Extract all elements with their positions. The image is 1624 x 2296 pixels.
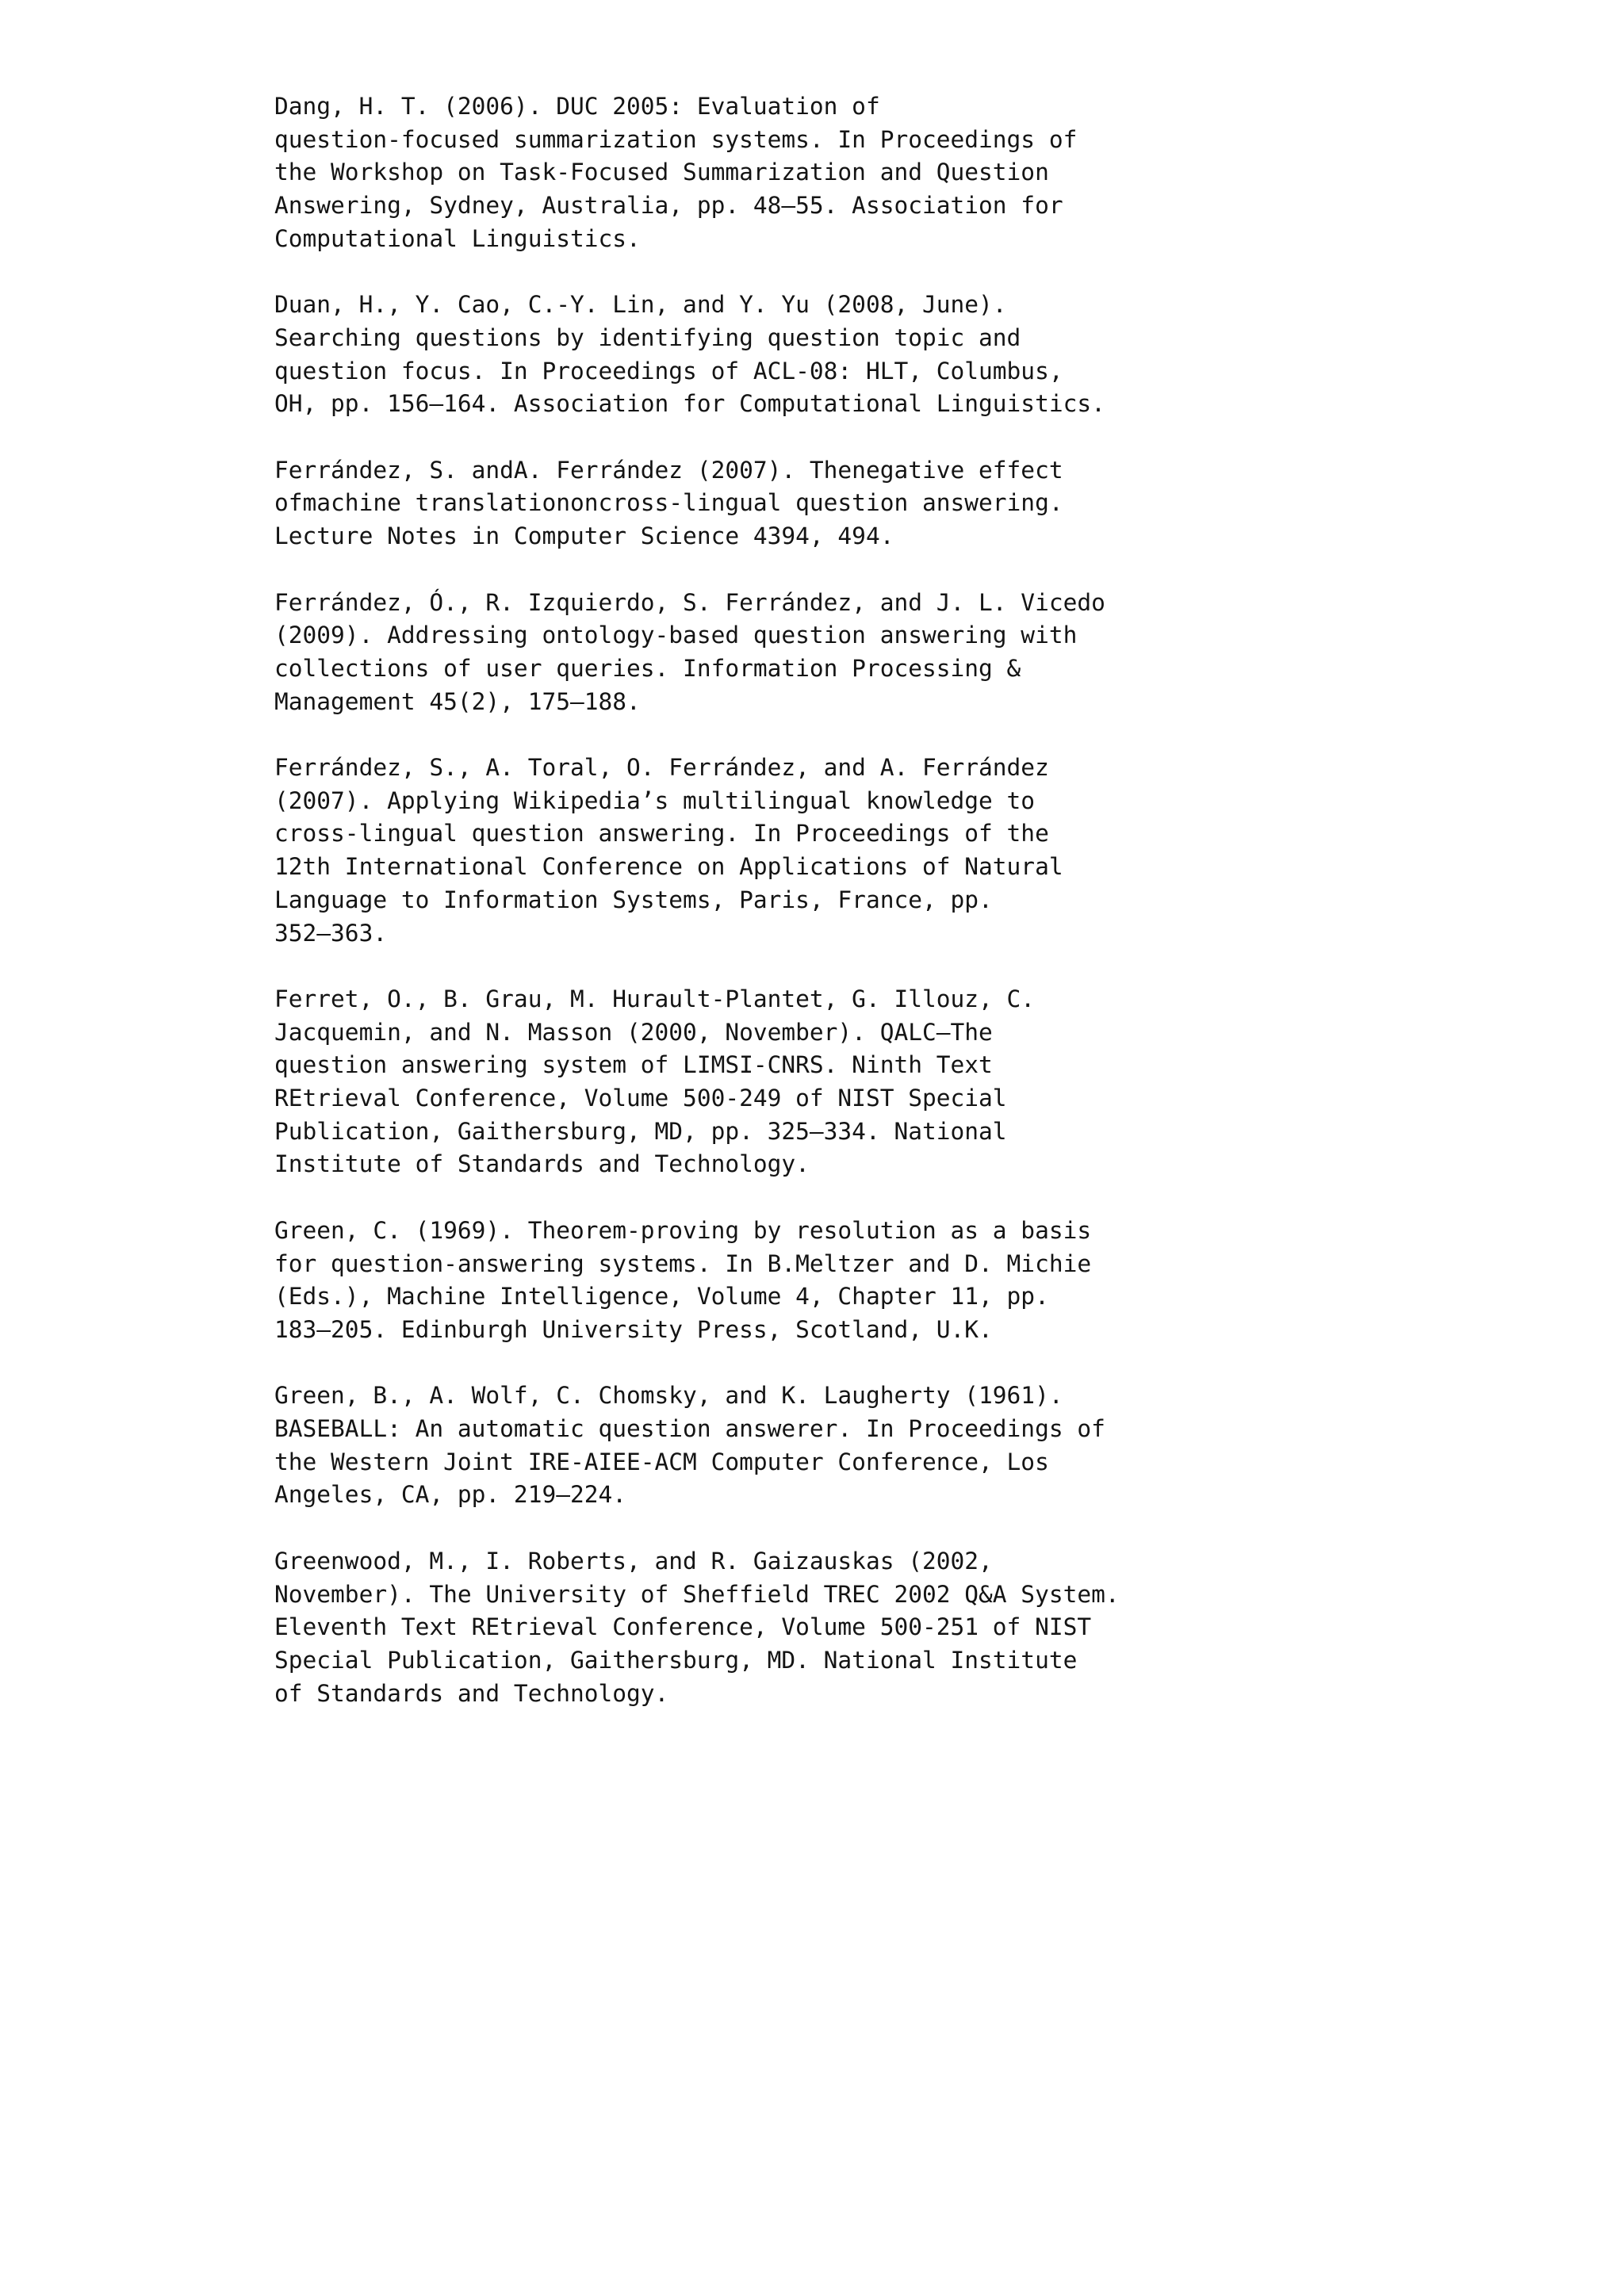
reference-greenwood-2002 — [274, 1545, 1385, 1711]
reference-line: (Eds.), Machine Intelligence, Volume 4, Chapter 11, pp. — [274, 1283, 1049, 1311]
reference-line: Ferrández, S., A. Toral, O. Ferrández, and A. Ferrández — [274, 754, 1049, 781]
reference-line: ofmachine translationoncross-lingual question answering. — [274, 489, 1063, 517]
reference-line: (2007). Applying Wikipedia’s multilingual knowledge to — [274, 786, 1036, 814]
reference-line: Institute of Standards and Technology. — [274, 1150, 810, 1178]
reference-line: question-focused summarization systems. In Proceedings of — [274, 125, 1078, 153]
reference-line: Green, C. (1969). Theorem-proving by resolution as a basis — [274, 1216, 1092, 1244]
reference-line: 352–363. — [274, 919, 388, 947]
reference-line: 12th International Conference on Applications of Natural — [274, 853, 1063, 881]
reference-line: cross-lingual question answering. In Proceedings of the — [274, 820, 1049, 848]
reference-duan-2008 — [274, 289, 1385, 421]
reference-line: the Workshop on Task-Focused Summarization and Question — [274, 159, 1049, 186]
reference-line: of Standards and Technology. — [274, 1679, 669, 1707]
reference-line: Publication, Gaithersburg, MD, pp. 325–334. National — [274, 1117, 1007, 1145]
reference-line: November). The University of Sheffield TREC 2002 Q&A System. — [274, 1580, 1120, 1608]
reference-line: for question-answering systems. In B.Meltzer and D. Michie — [274, 1249, 1092, 1277]
reference-line: Green, B., A. Wolf, C. Chomsky, and K. Laugherty (1961). — [274, 1382, 1063, 1410]
reference-line: Lecture Notes in Computer Science 4394, 494. — [274, 522, 894, 550]
reference-dang-2006 — [274, 90, 1385, 256]
reference-line: question focus. In Proceedings of ACL-08: HLT, Columbus, — [274, 357, 1063, 385]
reference-ferret-2000 — [274, 983, 1385, 1181]
reference-line: BASEBALL: An automatic question answerer. In Proceedings of — [274, 1415, 1105, 1443]
reference-line: Greenwood, M., I. Roberts, and R. Gaizauskas (2002, — [274, 1547, 993, 1575]
reference-line: REtrieval Conference, Volume 500-249 of NIST Special — [274, 1085, 1007, 1112]
reference-line: the Western Joint IRE-AIEE-ACM Computer Conference, Los — [274, 1448, 1049, 1475]
reference-line: Ferret, O., B. Grau, M. Hurault-Plantet, G. Illouz, C. — [274, 985, 1036, 1012]
reference-ferrandez-2009 — [274, 587, 1385, 719]
reference-ferrandez-2007b — [274, 752, 1385, 950]
reference-line: Dang, H. T. (2006). DUC 2005: Evaluation of — [274, 93, 880, 120]
reference-line: Special Publication, Gaithersburg, MD. National Institute — [274, 1646, 1078, 1674]
reference-line: Angeles, CA, pp. 219–224. — [274, 1481, 627, 1509]
reference-line: Computational Linguistics. — [274, 224, 641, 252]
reference-line: Ferrández, S. andA. Ferrández (2007). Thenegative effect — [274, 456, 1063, 484]
reference-green-1961 — [274, 1380, 1385, 1512]
reference-line: Jacquemin, and N. Masson (2000, November). QALC—The — [274, 1018, 993, 1046]
reference-line: Management 45(2), 175–188. — [274, 687, 641, 715]
reference-line: OH, pp. 156–164. Association for Computational Linguistics. — [274, 390, 1105, 418]
reference-line: Language to Information Systems, Paris, France, pp. — [274, 886, 993, 913]
reference-line: Eleventh Text REtrieval Conference, Volume 500-251 of NIST — [274, 1613, 1092, 1641]
reference-line: Answering, Sydney, Australia, pp. 48–55. Association for — [274, 192, 1063, 220]
reference-green-1969 — [274, 1215, 1385, 1347]
reference-line: (2009). Addressing ontology-based question answering with — [274, 622, 1078, 649]
reference-line: 183–205. Edinburgh University Press, Scotland, U.K. — [274, 1315, 993, 1343]
reference-line: collections of user queries. Information Processing & — [274, 654, 1021, 682]
reference-line: question answering system of LIMSI-CNRS. Ninth Text — [274, 1051, 993, 1079]
reference-line: Duan, H., Y. Cao, C.-Y. Lin, and Y. Yu (2008, June). — [274, 291, 1007, 319]
reference-line: Searching questions by identifying question topic and — [274, 323, 1021, 351]
reference-list — [274, 90, 1385, 1743]
reference-ferrandez-2007a — [274, 454, 1385, 553]
reference-line: Ferrández, Ó., R. Izquierdo, S. Ferrández, and J. L. Vicedo — [274, 588, 1105, 616]
